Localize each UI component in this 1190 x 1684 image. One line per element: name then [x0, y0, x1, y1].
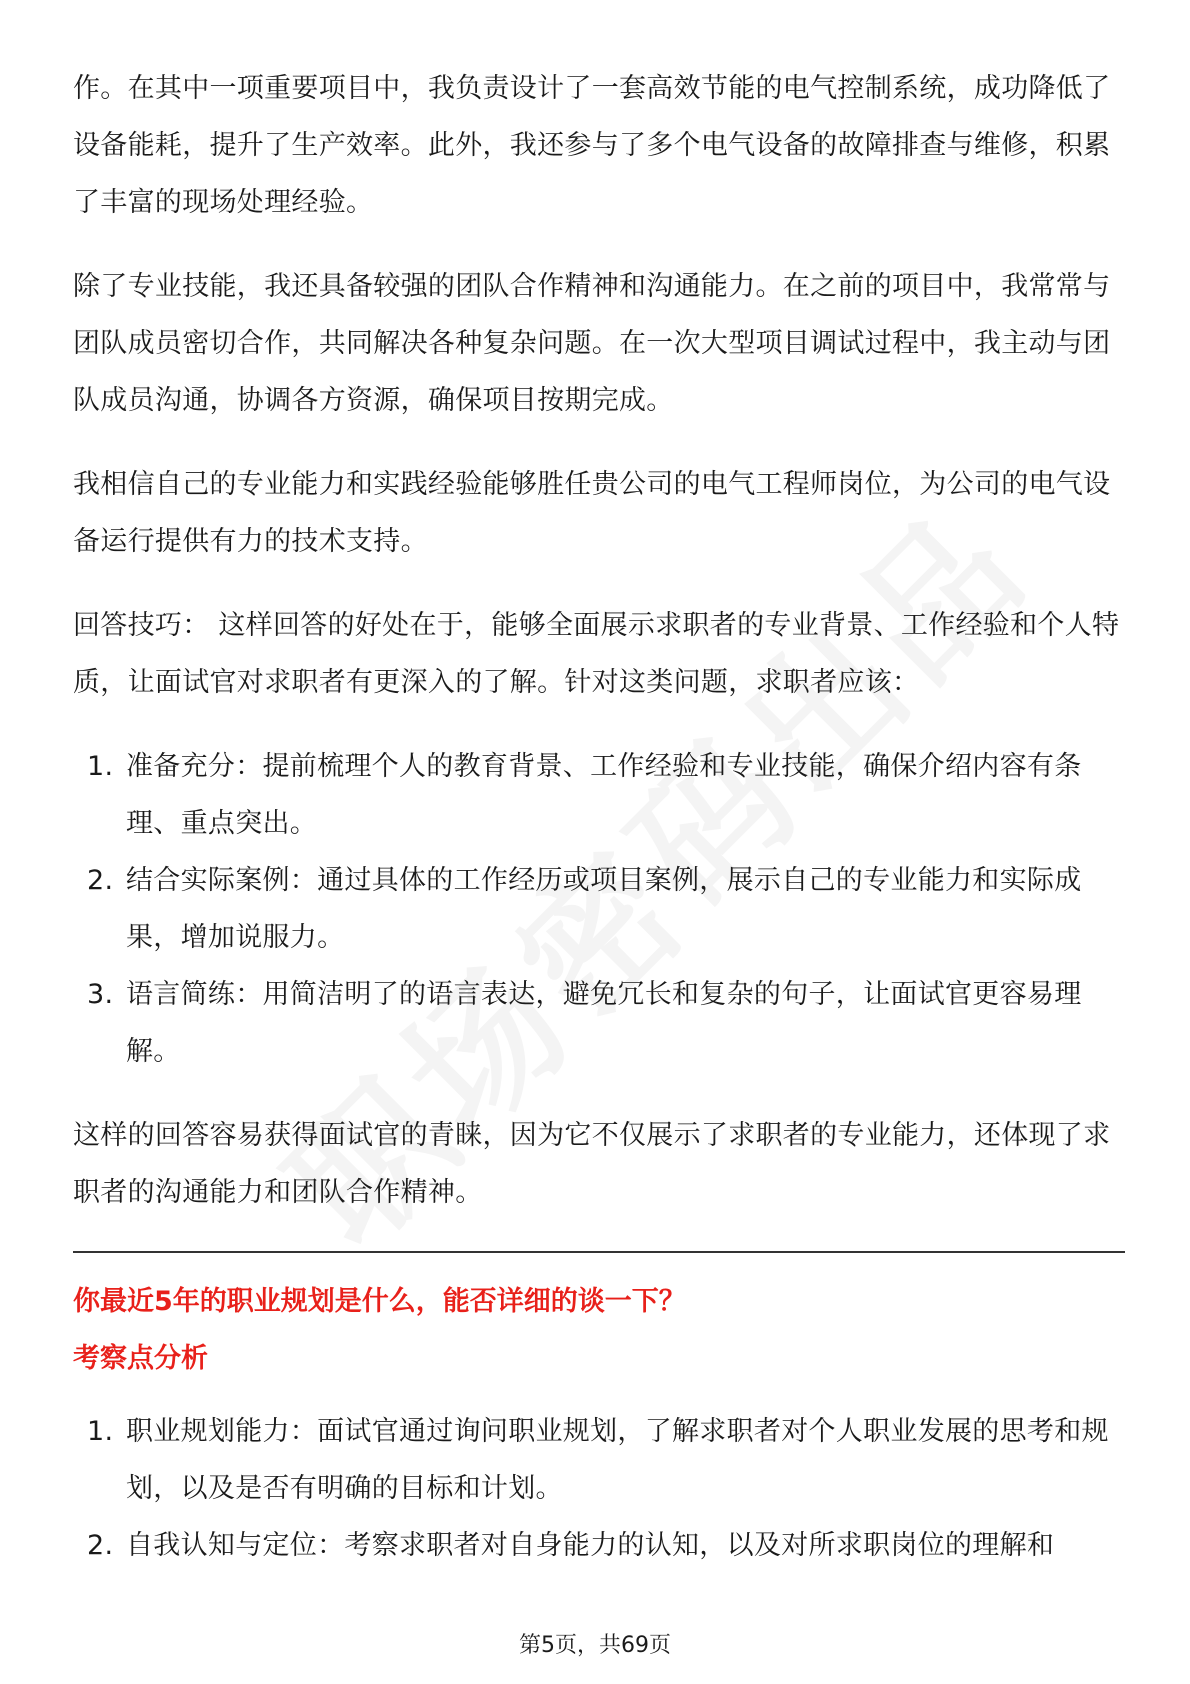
document-page — [73, 60, 1125, 1601]
list-text: 职业规划能力：面试官通过询问职业规划，了解求职者对个人职业发展的思考和规划，以及是否有明确的目标和计划。 — [126, 1416, 1109, 1504]
list-item — [73, 738, 1125, 852]
list-item — [73, 1517, 1125, 1574]
list-number: 3. — [87, 979, 114, 1010]
list-item — [73, 1403, 1125, 1517]
list-text: 自我认知与定位：考察求职者对自身能力的认知，以及对所求职岗位的理解和 — [126, 1530, 1055, 1561]
interview-question: 你最近5年的职业规划是什么，能否详细的谈一下？ — [73, 1286, 686, 1317]
paragraph-project-experience: 作。在其中一项重要项目中，我负责设计了一套高效节能的电气控制系统，成功降低了设备能耗，提升了生产效率。此外，我还参与了多个电气设备的故障排查与维修，积累了丰富的现场处理经验。 — [73, 73, 1111, 218]
analysis-list — [73, 1403, 1125, 1574]
tips-list — [73, 738, 1125, 1080]
list-text: 准备充分：提前梳理个人的教育背景、工作经验和专业技能，确保介绍内容有条理、重点突出。 — [126, 751, 1082, 839]
analysis-heading: 考察点分析 — [73, 1343, 208, 1374]
list-text: 语言简练：用简洁明了的语言表达，避免冗长和复杂的句子，让面试官更容易理解。 — [126, 979, 1082, 1067]
list-text: 结合实际案例：通过具体的工作经历或项目案例，展示自己的专业能力和实际成果，增加说服力。 — [126, 865, 1082, 953]
list-number: 1. — [87, 1416, 114, 1447]
list-item — [73, 852, 1125, 966]
list-number: 2. — [87, 1530, 114, 1561]
list-item — [73, 966, 1125, 1080]
list-number: 2. — [87, 865, 114, 896]
paragraph-answer-tips: 回答技巧： 这样回答的好处在于，能够全面展示求职者的专业背景、工作经验和个人特质，让面试官对求职者有更深入的了解。针对这类问题，求职者应该： — [73, 610, 1120, 698]
list-number: 1. — [87, 751, 114, 782]
paragraph-confidence: 我相信自己的专业能力和实践经验能够胜任贵公司的电气工程师岗位，为公司的电气设备运行提供有力的技术支持。 — [73, 469, 1111, 557]
paragraph-teamwork: 除了专业技能，我还具备较强的团队合作精神和沟通能力。在之前的项目中，我常常与团队成员密切合作，共同解决各种复杂问题。在一次大型项目调试过程中，我主动与团队成员沟通，协调各方资源，确保项目按期完成。 — [73, 271, 1111, 416]
section-divider — [73, 1251, 1125, 1253]
page-footer: 第5页，共69页 — [519, 1633, 671, 1658]
paragraph-closing: 这样的回答容易获得面试官的青睐，因为它不仅展示了求职者的专业能力，还体现了求职者的沟通能力和团队合作精神。 — [73, 1120, 1111, 1208]
